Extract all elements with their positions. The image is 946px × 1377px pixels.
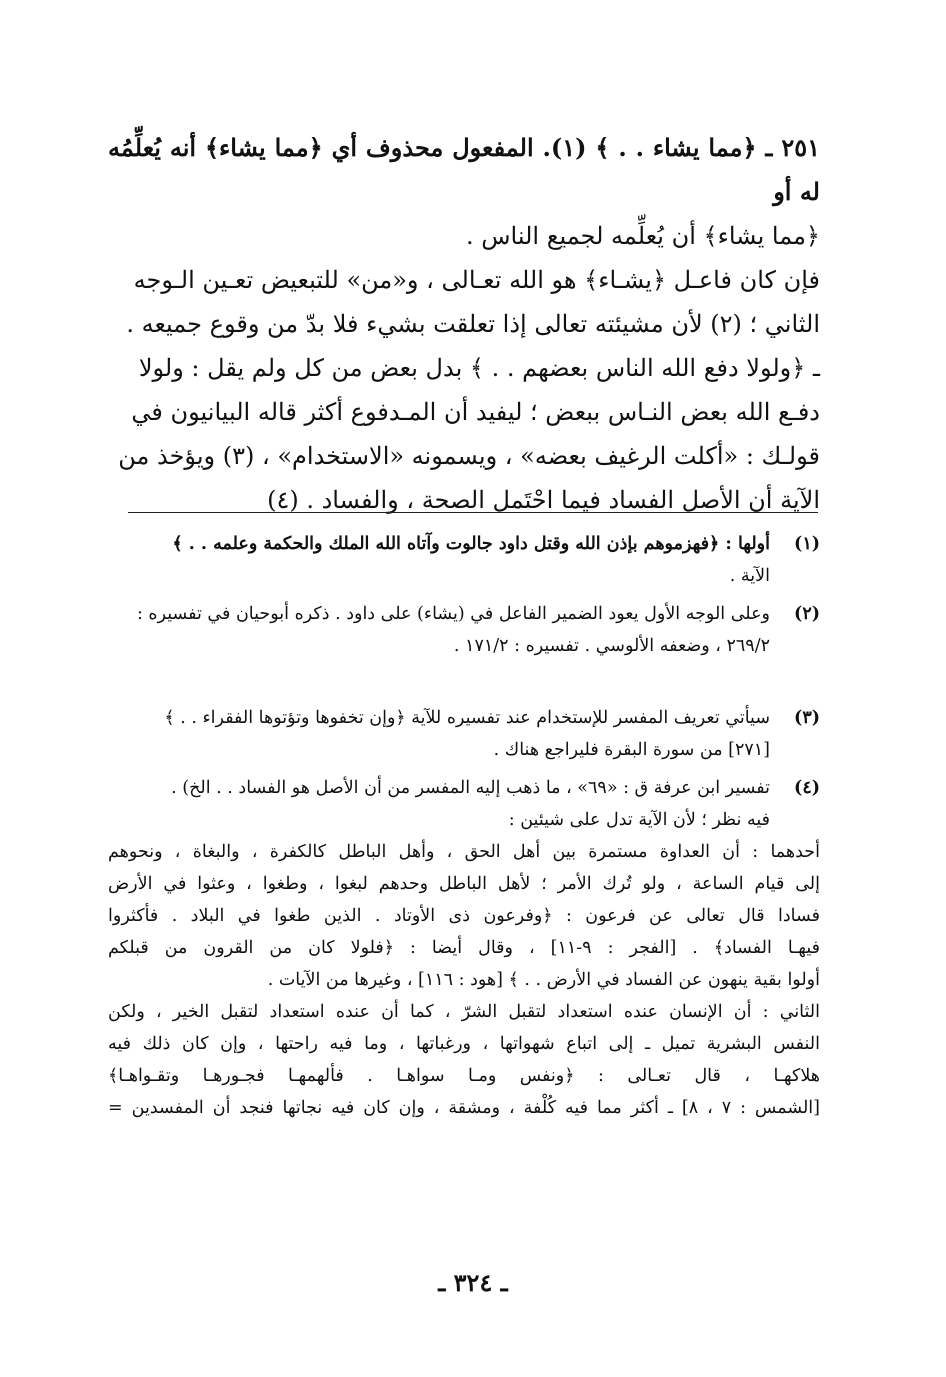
main-line-1: ٢٥١ ـ ﴿مما يشاء . . ﴾ (١). المفعول محذوف أي ﴿مما يشاء﴾ أنه يُعلِّمُه له أو: [108, 133, 820, 206]
main-line-3: فإن كان فاعـل ﴿يشـاء﴾ هو الله تعـالى ، و«من» للتبعيض تعـين الـوجه: [133, 266, 820, 294]
page-number: ـ ٣٢٤ ـ: [438, 1268, 508, 1297]
footnote-body-line: فيهـا الفساد﴾ . [الفجر : ٩-١١] ، وقال أيضا : ﴿فلولا كان من القرون من قبلكم: [108, 938, 821, 958]
footnote-number: (٣): [794, 708, 820, 728]
footnote-body-line: [الشمس : ٧ ، ٨] ـ أكثر مما فيه كُلْفة ، ومشقة ، وإن كان فيه نجاتها فنجد أن المفسدين =: [108, 1098, 820, 1118]
footnote-line: الآية .: [729, 566, 770, 586]
footnote-body-line: أحدهما : أن العداوة مستمرة بين أهل الحق ، وأهل الباطل كالكفرة ، والبغاة ، ونحوهم: [108, 842, 820, 862]
footnote-body-line: أولوا بقية ينهون عن الفساد في الأرض . . ﴾ [هود : ١١٦] ، وغيرها من الآيات .: [267, 970, 820, 990]
footnote-line: فيه نظر ؛ لأن الآية تدل على شيئين :: [508, 810, 770, 830]
footnote-2: [108, 598, 820, 662]
footnote-number: (٢): [794, 604, 820, 624]
footnote-line: تفسير ابن عرفة ق : «٦٩» ، ما ذهب إليه المفسر من أن الأصل هو الفساد . . الخ) .: [171, 778, 770, 798]
footnote-4-body: [108, 836, 820, 1124]
footnote-number: (١): [794, 534, 820, 554]
footnote-1: [108, 528, 820, 592]
footnote-line: ٢٦٩/٢ ، وضعفه الألوسي . تفسيره : ١٧١/٢ .: [453, 636, 770, 656]
footnote-line: [٢٧١] من سورة البقرة فليراجع هناك .: [493, 740, 770, 760]
footnote-body-line: الثاني : أن الإنسان عنده استعداد لتقبل الشرّ ، كما أن عنده استعداد لتقبل الخير ، ولكن: [108, 1002, 820, 1022]
footnote-line: وعلى الوجه الأول يعود الضمير الفاعل في (يشاء) على داود . ذكره أبوحيان في تفسيره :: [136, 604, 770, 624]
main-line-5: ـ ﴿ولولا دفع الله الناس بعضهم . . ﴾ بدل بعض من كل ولم يقل : ولولا: [138, 354, 820, 382]
footnote-line: سيأتي تعريف المفسر للإستخدام عند تفسيره للآية ﴿وإن تخفوها وتؤتوها الفقراء . . ﴾: [164, 708, 770, 728]
footnote-separator: [128, 512, 818, 513]
footnotes: [108, 528, 820, 1124]
footnote-body-line: هلاكهـا ، قال تعـالى : ﴿ونفس ومـا سواهـا . فألهمهـا فجـورهـا وتقـواهـا﴾: [108, 1066, 820, 1086]
main-line-4: الثاني ؛ (٢) لأن مشيئته تعالى إذا تعلقت بشيء فلا بدّ من وقوع جميعه .: [126, 310, 820, 338]
main-line-6: دفـع الله بعض النـاس ببعض ؛ ليفيد أن المـدفوع أكثر قاله البيانيون في: [131, 398, 820, 426]
footnote-4: [108, 772, 820, 836]
main-text: [108, 126, 820, 522]
footnote-body-line: إلى قيام الساعة ، ولو تُرك الأمر ؛ لأهل الباطل وحدهم لبغوا ، وطغوا ، وعثوا في الأرض: [108, 874, 820, 894]
main-line-8: الآية أن الأصل الفساد فيما احْتَمل الصحة ، والفساد . (٤): [267, 486, 820, 514]
footnote-number: (٤): [794, 778, 820, 798]
footnote-3: [108, 702, 820, 766]
main-line-7: قولـك : «أكلت الرغيف بعضه» ، ويسمونه «الاستخدام» ، (٣) ويؤخذ من: [118, 442, 820, 470]
footnote-line: أولها : ﴿فهزموهم بإذن الله وقتل داود جالوت وآتاه الله الملك والحكمة وعلمه . . ﴾: [172, 534, 770, 554]
footnote-body-line: النفس البشرية تميل ـ إلى اتباع شهواتها ، ورغباتها ، وما فيه راحتها ، وإن كان ذلك فيه: [108, 1034, 820, 1054]
main-line-2: ﴿مما يشاء﴾ أن يُعلِّمه لجميع الناس .: [465, 222, 820, 250]
footnote-body-line: فسادا قال تعالى عن فرعون : ﴿وفرعون ذى الأوتاد . الذين طغوا في البلاد . فأكثروا: [108, 906, 820, 926]
